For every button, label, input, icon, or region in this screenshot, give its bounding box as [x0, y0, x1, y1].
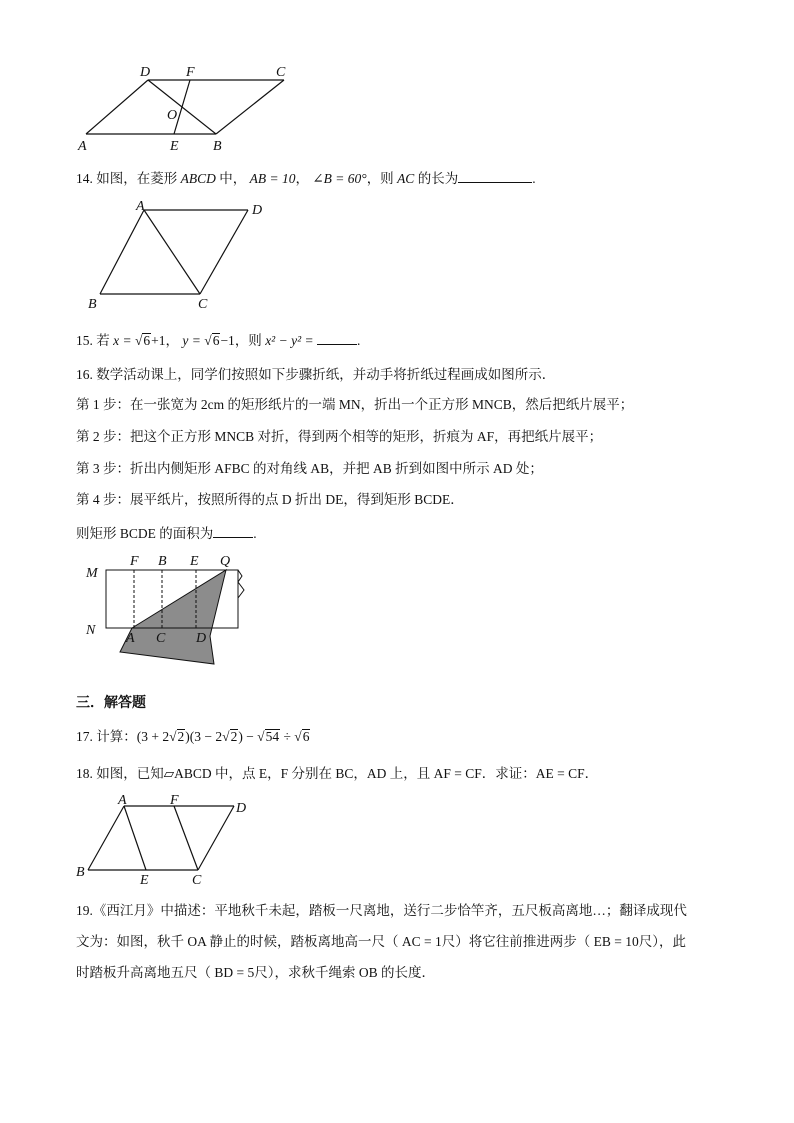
label-f: F — [170, 793, 179, 808]
question-16-step4: 第 4 步：展平纸片，按照所得的点 D 折出 DE，得到矩形 BCDE． — [76, 492, 464, 507]
label-c: C — [276, 65, 286, 80]
edge-bc — [216, 80, 284, 134]
figure-q14 — [84, 198, 274, 312]
label-a: A — [136, 199, 145, 214]
question-16-step1: 第 1 步：在一张宽为 2cm 的矩形纸片的一端 MN，折出一个正方形 MNCB，然后把纸片展平； — [76, 397, 634, 412]
label-c: C — [156, 631, 166, 646]
label-d: D — [252, 203, 263, 218]
segment-fe — [174, 80, 190, 134]
diagonal-ac — [144, 210, 200, 294]
paper-right-end — [238, 570, 244, 628]
label-n: N — [86, 623, 96, 638]
label-e: E — [170, 139, 179, 154]
label-o: O — [167, 108, 178, 123]
edge-dc — [200, 210, 248, 294]
edge-dc — [198, 806, 234, 870]
folded-triangle — [120, 570, 226, 664]
question-18: 18. 如图，已知▱ABCD 中，点 E，F 分别在 BC，AD 上，且 AF = CF．求证：AE = CF． — [76, 766, 599, 781]
label-a: A — [78, 139, 87, 154]
question-16-step3: 第 3 步：折出内侧矩形 AFBC 的对角线 AB，并把 AB 折到如图中所示 AD 处； — [76, 461, 543, 476]
answer-blank-14[interactable] — [458, 168, 532, 183]
label-d: D — [140, 65, 151, 80]
question-19-line1: 19.《西江月》中描述：平地秋千未起，踏板一尺离地，送行二步恰竿齐，五尺板高离地…；翻译成现代 — [76, 903, 687, 918]
label-b: B — [88, 297, 97, 312]
label-e: E — [190, 554, 199, 569]
label-d: D — [196, 631, 207, 646]
figure-q16 — [82, 552, 282, 667]
label-f: F — [186, 65, 195, 80]
segment-ae — [124, 806, 146, 870]
label-e: E — [140, 873, 149, 888]
section-heading: 三．解答题 — [76, 695, 146, 711]
label-d: D — [236, 801, 247, 816]
answer-blank-16[interactable] — [213, 523, 253, 538]
label-b: B — [76, 865, 85, 880]
label-m: M — [86, 566, 98, 581]
figure-q13 — [76, 62, 306, 152]
edge-ad — [86, 80, 148, 134]
label-a: A — [126, 631, 135, 646]
edge-ab — [88, 806, 124, 870]
figure-q18 — [74, 792, 264, 887]
segment-fc — [174, 806, 198, 870]
question-19-line3: 时踏板升高离地五尺（ BD = 5尺），求秋千绳索 OB 的长度． — [76, 965, 435, 980]
label-b: B — [158, 554, 167, 569]
label-c: C — [192, 873, 202, 888]
edge-ab — [100, 210, 144, 294]
label-a: A — [118, 793, 127, 808]
label-q: Q — [220, 554, 231, 569]
question-17: 17. 计算：(3 + 2√2)(3 − 2√2) − √54 ÷ √6 — [76, 729, 310, 744]
question-14: 14. 如图，在菱形 ABCD 中， AB = 10， ∠B = 60°，则 AC 的长为 . — [76, 168, 536, 188]
question-15: 15. 若 x = √6+1， y = √6−1，则 x² − y² = . — [76, 330, 360, 350]
label-f: F — [130, 554, 139, 569]
question-16-step2: 第 2 步：把这个正方形 MNCB 对折，得到两个相等的矩形，折痕为 AF，再把纸片展平； — [76, 429, 603, 444]
answer-blank-15[interactable] — [317, 330, 357, 345]
label-b: B — [213, 139, 222, 154]
question-16-intro: 16. 数学活动课上，同学们按照如下步骤折纸，并动手将折纸过程画成如图所示． — [76, 367, 556, 382]
question-16-ask: 则矩形 BCDE 的面积为 . — [76, 523, 257, 543]
question-19-line2: 文为：如图，秋千 OA 静止的时候，踏板离地高一尺（ AC = 1尺）将它往前推进两步（ EB = 10尺），此 — [76, 934, 686, 949]
label-c: C — [198, 297, 208, 312]
